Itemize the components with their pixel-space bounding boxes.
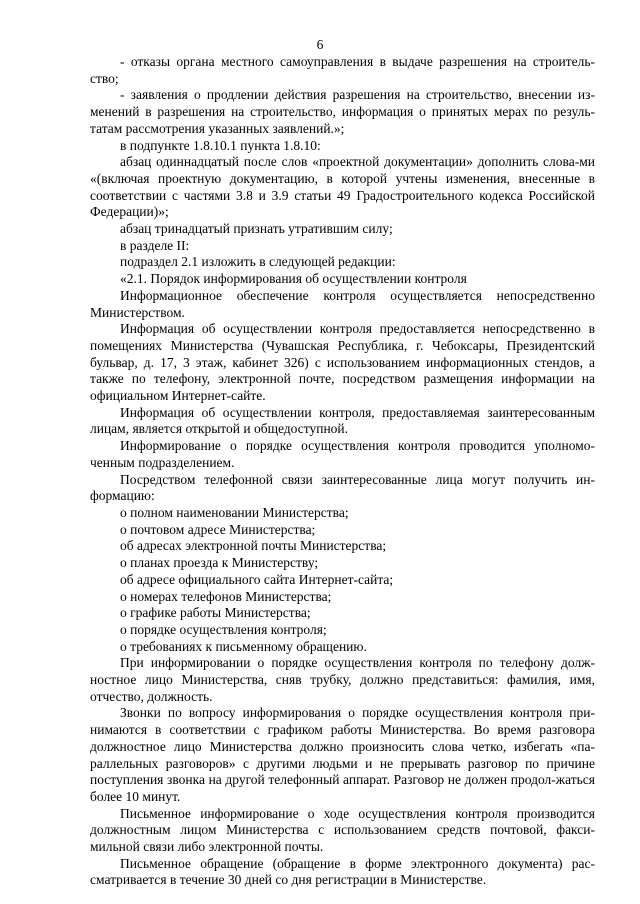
paragraph: Письменное обращение (обращение в форме электронного документа) рас-сматривается в течение 30 дней со дня регистрации в Министерстве. xyxy=(90,855,595,888)
paragraph: При информировании о порядке осуществления контроля по телефону долж-ностное лицо Министерства, сняв трубку, должно представиться: фамилия, имя, отчество, должность. xyxy=(90,655,595,704)
paragraph: абзац тринадцатый признать утратившим силу; xyxy=(120,221,393,237)
paragraph: абзац одиннадцатый после слов «проектной документации» дополнить слова-ми «(включая проектную документацию, в которой учтены изменения, внесенные в соответствии с частями 3.8 и 3.9 статьи 49 Градостроительного кодекса Российской Федерации)»; xyxy=(90,154,595,220)
paragraph: - отказы органа местного самоуправления в выдаче разрешения на строитель-ство; xyxy=(90,54,595,86)
paragraph: Посредством телефонной связи заинтересованные лица могут получить ин-формацию: xyxy=(90,471,595,504)
document-body xyxy=(90,54,595,889)
list-item: о номерах телефонов Министерства; xyxy=(120,588,332,604)
list-item: о требованиях к письменному обращению. xyxy=(120,638,367,654)
list-item: об адресах электронной почты Министерства; xyxy=(120,538,387,554)
page-number: 6 xyxy=(316,37,324,52)
paragraph: в разделе II: xyxy=(120,237,190,253)
paragraph: Информация об осуществлении контроля, предоставляемая заинтересованным лицам, является открытой и общедоступной. xyxy=(90,404,595,437)
paragraph: подраздел 2.1 изложить в следующей редакции: xyxy=(120,254,396,270)
list-item: о графике работы Министерства; xyxy=(120,605,311,621)
list-item: об адресе официального сайта Интернет-сайта; xyxy=(120,571,394,587)
paragraph: Информирование о порядке осуществления контроля проводится уполномо-ченным подразделением. xyxy=(90,438,595,470)
paragraph: Информация об осуществлении контроля предоставляется непосредственно в помещениях Министерства (Чувашская Республика, г. Чебоксары, Президентский бульвар, д. 17, 3 этаж, кабинет 326) с использованием информационных стендов, а также по телефону, электронной почте, посредством размещения информации на официальном Интернет-сайте. xyxy=(90,321,595,404)
paragraph: Звонки по вопросу информирования о порядке осуществления контроля при-нимаются в соответствии с графиком работы Министерства. Во время разговора должностное лицо Министерства должно произносить слова четко, избегать «па-раллельных разговоров» с другими людьми и не прерывать разговор по причине поступления звонка на другой телефонный аппарат. Разговор не должен продол-жаться более 10 минут. xyxy=(90,705,595,804)
list-item: о почтовом адресе Министерства; xyxy=(120,521,316,537)
paragraph: в подпункте 1.8.10.1 пункта 1.8.10: xyxy=(120,137,321,153)
list-item: о полном наименовании Министерства; xyxy=(120,504,349,520)
section-heading: «2.1. Порядок информирования об осуществлении контроля xyxy=(120,271,467,287)
paragraph: Информационное обеспечение контроля осуществляется непосредственно Министерством. xyxy=(90,287,595,320)
list-item: о порядке осуществления контроля; xyxy=(120,621,327,637)
list-item: о планах проезда к Министерству; xyxy=(120,555,319,571)
paragraph: - заявления о продлении действия разрешения на строительство, внесении из-менений в разрешения на строительство, информация о принятых мерах по резуль-татам рассмотрения указанных заявлений.»; xyxy=(90,87,595,136)
paragraph: Письменное информирование о ходе осуществления контроля производится должностным лицом Министерства с использованием средств почтовой, факси-мильной связи либо электронной почты. xyxy=(90,805,595,855)
